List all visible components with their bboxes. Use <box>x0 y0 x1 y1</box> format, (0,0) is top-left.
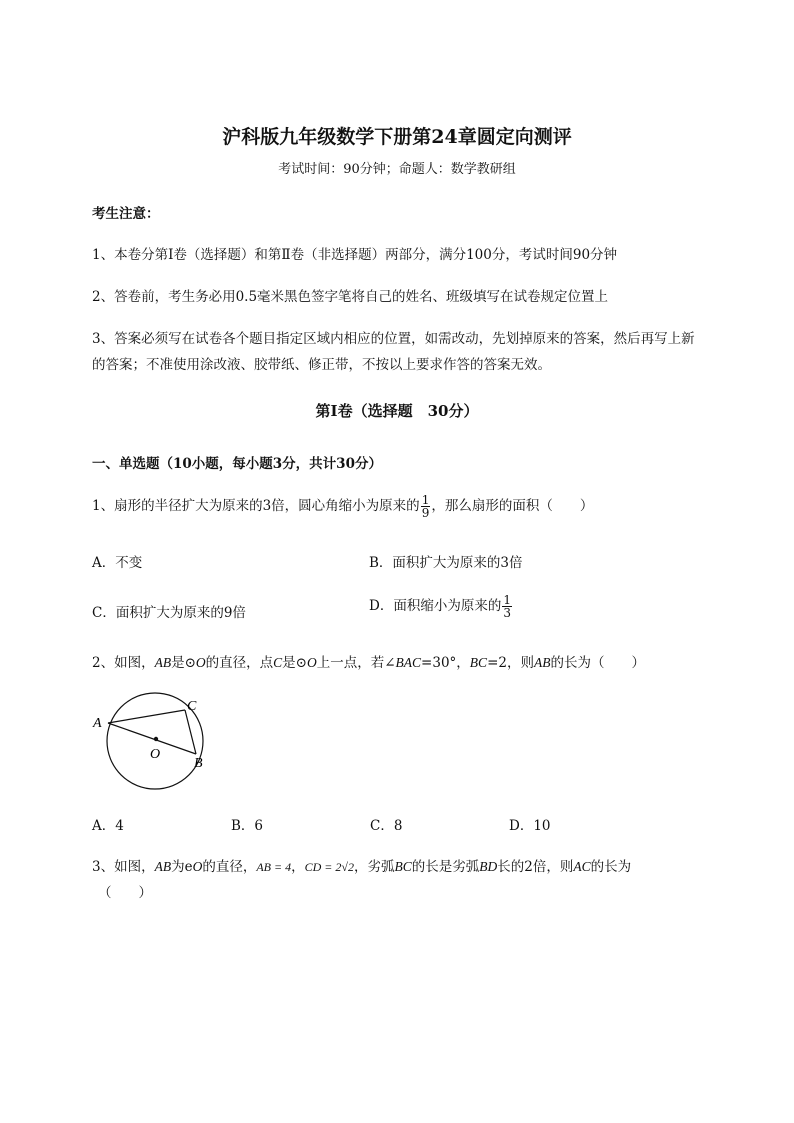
notice-item-2: 2、答卷前，考生务必用0.5毫米黑色签字笔将自己的姓名、班级填写在试卷规定位置上 <box>92 289 609 305</box>
q2-option-c[interactable]: C．8 <box>370 818 403 834</box>
notice-item-1: 1、本卷分第Ⅰ卷（选择题）和第Ⅱ卷（非选择题）两部分，满分100分，考试时间90分钟 <box>92 247 618 263</box>
q2-option-b[interactable]: B．6 <box>231 818 264 834</box>
question-3-answer-blank: （ ） <box>98 885 152 901</box>
q1-option-b[interactable]: B．面积扩大为原来的3倍 <box>369 555 523 571</box>
fraction-one-third: $\frac{1}{3}$ <box>503 593 511 620</box>
q1-option-d[interactable]: D．面积缩小为原来的 $\frac{1}{3}$ <box>369 593 511 620</box>
question-3: 3、如图，AB为eO的直径，AB = 4，CD = 2√2，劣弧BC的长是劣弧BD长的2倍，则AC的长为 <box>92 859 632 875</box>
label-o: O <box>150 747 161 762</box>
q2-option-a[interactable]: A．4 <box>92 818 124 834</box>
notice-heading: 考生注意： <box>92 206 160 222</box>
notice-item-3-line-1: 3、答案必须写在试卷各个题目指定区域内相应的位置，如需改动，先划掉原来的答案，然后再写上新 <box>92 331 695 347</box>
question-1-text: 1、扇形的半径扩大为原来的3倍，圆心角缩小为原来的 <box>92 498 420 514</box>
chord-bc <box>185 710 196 754</box>
q1-option-a[interactable]: A．不变 <box>92 555 143 571</box>
section-title: 第Ⅰ卷（选择题 30分） <box>315 402 479 420</box>
chord-ac <box>108 710 185 723</box>
question-2: 2、如图，AB是⊙O的直径，点C是⊙O上一点，若∠BAC=30°，BC=2，则AB的长为（ ） <box>92 655 645 671</box>
page-title: 沪科版九年级数学下册第24章圆定向测评 <box>222 126 572 148</box>
question-1-tail: ，那么扇形的面积（ ） <box>431 498 594 514</box>
label-c: C <box>187 699 197 714</box>
part-heading: 一、单选题（10小题，每小题3分，共计30分） <box>92 456 382 472</box>
label-a: A <box>93 716 102 731</box>
fraction-one-ninth: $\frac{1}{9}$ <box>421 493 430 520</box>
circle-figure <box>88 690 218 800</box>
exam-info: 考试时间：90分钟；命题人：数学教研组 <box>278 162 516 177</box>
q2-option-d[interactable]: D．10 <box>509 818 551 834</box>
center-point <box>154 737 158 741</box>
notice-item-3-line-2: 的答案；不准使用涂改液、胶带纸、修正带，不按以上要求作答的答案无效。 <box>92 357 551 373</box>
q1-option-c[interactable]: C．面积扩大为原来的9倍 <box>92 605 246 621</box>
label-b: B <box>194 756 203 771</box>
question-1 <box>92 494 593 519</box>
